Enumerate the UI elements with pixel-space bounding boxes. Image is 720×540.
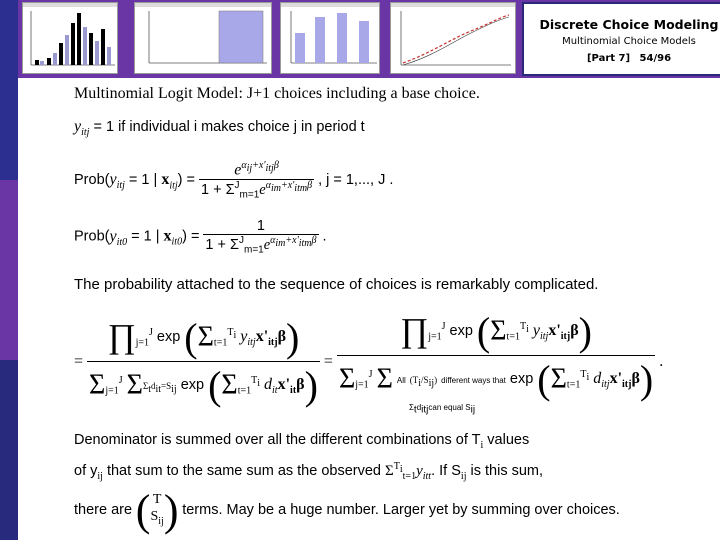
can-equal-note: $\Sigma_td_{itj}can$ equal $S_{ij}$ — [408, 403, 476, 416]
title-box — [522, 2, 720, 76]
equation-prob-choice: $Prob(y_{itj} = 1$ | $x_{itj}$) = $\frac{e^{\alpha_{ij}+x'_{itj}\beta}}{1 + \Sigma^J_{m=1}e^{\alpha_{im}+x'_{itm}\beta}}$ , j = 1,..., J . — [74, 160, 394, 202]
page-number: 54/96 — [639, 53, 672, 64]
fraction-left — [87, 314, 320, 409]
eq1-text: = 1 if individual i makes choice j in period t — [93, 119, 365, 135]
accent-segment — [0, 180, 18, 360]
accent-segment — [0, 0, 18, 180]
y-symbol: $y_{itj}$ — [109, 171, 125, 192]
binomial: T $S_{ij}$ — [150, 492, 164, 527]
given-text: = 1 | — [131, 228, 164, 245]
numerator-left: $\prod_{j=1}^J$ $\exp (\Sigma_{t=1}^{T_i}$ $y_{itj}x'_{itj}\beta$) — [107, 315, 300, 361]
equation-prob-base: $Prob(y_{it0} = 1$ | $x_{it0}$) = $\frac{1}{1 + \Sigma^J_{m=1}e^{\alpha_{im}+x'_{itm}\beta}}$ . — [74, 218, 327, 256]
fraction — [203, 218, 318, 256]
thumbnail-line-chart-graphic — [391, 3, 515, 73]
paragraph-line-2: of $y_{ij}$ that sum to the same sum as the observed $\Sigma^{T_i}_{t=1}y_{itt}$. If $S_{ij}$ is this sum, — [74, 461, 544, 482]
thumbnail-histogram-graphic — [135, 3, 271, 73]
thumbnail-bar-chart-graphic — [23, 3, 117, 73]
paragraph-denominator — [74, 430, 620, 535]
left-accent-bar — [0, 0, 18, 540]
header-page-info — [524, 53, 720, 64]
fraction-right — [337, 308, 655, 416]
all-label: All — [396, 376, 406, 386]
different-ways-label: different ways that — [441, 376, 506, 386]
numerator: $e^{\alpha_{ij}+x'_{itj}\beta}$ — [234, 160, 279, 179]
denominator: $1 + \Sigma^J_{m=1}e^{\alpha_{im}+x'_{itm}\beta}$ — [205, 235, 317, 256]
denominator: $1 + \Sigma^J_{m=1}e^{\alpha_{im}+x'_{itm}\beta}$ — [200, 180, 313, 202]
part-label: [Part 7] — [586, 53, 631, 64]
thumbnail-bar-chart-2-graphic — [281, 3, 379, 73]
equation-indicator — [74, 118, 365, 138]
slide-heading: Multinomial Logit Model: J+1 choices including a base choice. — [74, 85, 480, 102]
x-symbol: x — [163, 227, 172, 245]
given-text: = 1 | — [128, 172, 162, 189]
exp-label: exp — [180, 377, 205, 394]
equation-sequence-probability: = $\prod_{j=1}^J$ $\exp (\Sigma_{t=1}^{T_i}$ $y_{itj}x'_{itj}\beta$) $\Sigma_{j=1}^J$ $\Sigma\Sigma_td_{it}=S_{ij}$ $\exp (\Sigma_{t=1}^{T_i}$ $d_{it}x'_{it}\beta$) = $\prod_{j=1}^J$ $\exp (\Sigma_{t=1}^{T_i}$ $y_{itj}x'_{itj}\beta$) $\Sigma_{j=1}^J$ Σ All $(T_i/S_{ij})$ different ways that $\exp (\Sigma_{t=1}^{T_i}$ $d_{itj}x'_{itj}\beta$) $\Sigma_td_{itj}can$ equal $S_{ij}$ . — [74, 309, 664, 416]
prob-label: Prob( — [74, 228, 110, 245]
header-banner — [18, 0, 720, 78]
exp-label: exp — [156, 329, 181, 346]
paragraph-line-3: there are ( T $S_{ij}$) terms. May be a huge number. Larger yet by summing over choices. — [74, 485, 620, 535]
thumbnail-bar-chart-2 — [280, 2, 380, 74]
fraction — [199, 160, 314, 201]
denominator-right: $\Sigma_{j=1}^J$ Σ All $(T_i/S_{ij})$ different ways that $\exp (\Sigma_{t=1}^{T_i}$ $d_{itj}x'_{itj}\beta$) $\Sigma_td_{itj}can$ equal $S_{ij}$ — [338, 357, 654, 416]
prob-label: Prob( — [74, 172, 110, 189]
thumbnail-bar-chart — [22, 2, 118, 74]
y-symbol: $y_{it0}$ — [109, 227, 128, 248]
numerator-right: $\prod_{j=1}^J$ $\exp (\Sigma_{t=1}^{T_i}$ $y_{itj}x'_{itj}\beta$) — [400, 309, 592, 354]
thumbnail-histogram — [134, 2, 272, 74]
paragraph-line-1: Denominator is summed over all the different combinations of $T_i$ values — [74, 432, 530, 451]
y-symbol: $y_{itj}$ — [74, 118, 90, 139]
header-title: Discrete Choice Modeling — [539, 17, 719, 32]
accent-segment — [0, 360, 18, 540]
exp-label: exp — [449, 323, 473, 340]
denominator-left: $\Sigma_{j=1}^J$ $\Sigma\Sigma_td_{it}=S_{ij}$ $\exp (\Sigma_{t=1}^{T_i}$ $d_{it}x'_{it}\beta$) — [89, 363, 318, 409]
header-subtitle: Multinomial Choice Models — [562, 36, 696, 47]
numerator: 1 — [256, 218, 265, 234]
x-symbol: x — [161, 171, 170, 189]
exp-label: exp — [509, 371, 534, 388]
eq3-tail: . — [322, 228, 327, 245]
thumbnail-line-chart — [390, 2, 516, 74]
paragraph-complicated: The probability attached to the sequence of choices is remarkably complicated. — [74, 276, 599, 293]
j-range: , j = 1,..., J . — [318, 172, 394, 189]
